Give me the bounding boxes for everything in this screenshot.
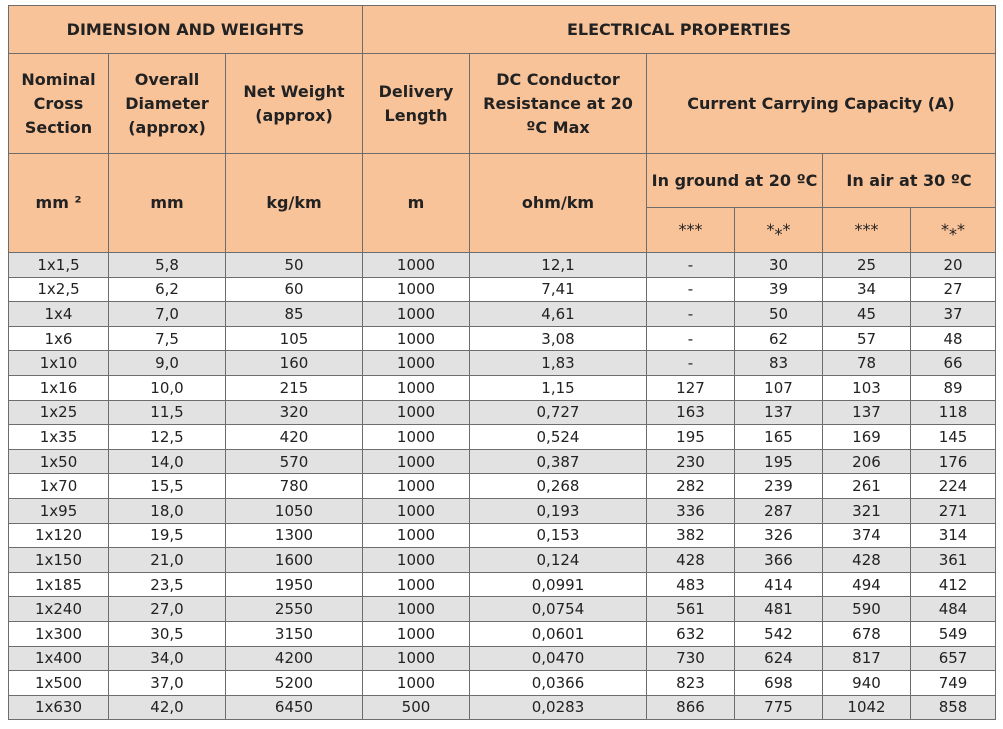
cell-cross-section: 1x25 [9,400,109,425]
cell-ground-capacity-b: 30 [735,253,823,278]
table-row [9,523,996,548]
cell-cross-section: 1x95 [9,498,109,523]
cell-air-capacity-a: 494 [823,572,911,597]
cell-ground-capacity-b: 414 [735,572,823,597]
cell-overall-diameter: 15,5 [109,474,226,499]
cell-cross-section: 1x70 [9,474,109,499]
cell-overall-diameter: 6,2 [109,277,226,302]
laying-mark-ground-trefoil: *** [647,208,735,253]
cell-air-capacity-b: 858 [911,695,996,720]
cell-cross-section: 1x1,5 [9,253,109,278]
cell-overall-diameter: 23,5 [109,572,226,597]
cell-air-capacity-b: 549 [911,621,996,646]
cell-delivery-length: 1000 [363,425,470,450]
cell-delivery-length: 1000 [363,326,470,351]
cell-net-weight: 420 [226,425,363,450]
cell-overall-diameter: 21,0 [109,548,226,573]
table-row [9,695,996,720]
cell-ground-capacity-b: 195 [735,449,823,474]
cell-net-weight: 60 [226,277,363,302]
laying-mark-air-flat: *⁎* [911,208,996,253]
cell-air-capacity-b: 118 [911,400,996,425]
cell-cross-section: 1x185 [9,572,109,597]
cell-net-weight: 215 [226,375,363,400]
cell-delivery-length: 1000 [363,351,470,376]
cell-ground-capacity-a: 382 [647,523,735,548]
cell-cross-section: 1x6 [9,326,109,351]
unit-header-resistance: ohm/km [470,154,647,253]
cell-air-capacity-b: 224 [911,474,996,499]
cell-cross-section: 1x150 [9,548,109,573]
cable-spec-table [8,5,996,720]
cell-net-weight: 1950 [226,572,363,597]
cell-delivery-length: 1000 [363,375,470,400]
cell-air-capacity-b: 20 [911,253,996,278]
cell-overall-diameter: 11,5 [109,400,226,425]
table-row [9,375,996,400]
cell-dc-resistance: 0,387 [470,449,647,474]
cell-air-capacity-b: 66 [911,351,996,376]
cell-cross-section: 1x500 [9,671,109,696]
cell-delivery-length: 1000 [363,646,470,671]
unit-header-section: mm ² [9,154,109,253]
cell-air-capacity-b: 314 [911,523,996,548]
cell-dc-resistance: 3,08 [470,326,647,351]
cell-delivery-length: 1000 [363,621,470,646]
cell-ground-capacity-a: 632 [647,621,735,646]
table-row [9,253,996,278]
cell-ground-capacity-b: 366 [735,548,823,573]
cell-cross-section: 1x50 [9,449,109,474]
unit-header-diameter: mm [109,154,226,253]
cell-net-weight: 2550 [226,597,363,622]
cell-air-capacity-b: 176 [911,449,996,474]
cell-dc-resistance: 0,524 [470,425,647,450]
cell-ground-capacity-a: 483 [647,572,735,597]
cell-cross-section: 1x4 [9,302,109,327]
cell-air-capacity-b: 48 [911,326,996,351]
table-header [9,6,996,253]
cell-cross-section: 1x630 [9,695,109,720]
cell-ground-capacity-a: - [647,351,735,376]
cell-delivery-length: 1000 [363,302,470,327]
cell-overall-diameter: 42,0 [109,695,226,720]
table-row [9,621,996,646]
cell-ground-capacity-a: 561 [647,597,735,622]
cell-dc-resistance: 0,0283 [470,695,647,720]
cell-dc-resistance: 0,268 [470,474,647,499]
table-row [9,351,996,376]
cell-delivery-length: 1000 [363,572,470,597]
cell-air-capacity-a: 103 [823,375,911,400]
cell-air-capacity-a: 137 [823,400,911,425]
cell-overall-diameter: 14,0 [109,449,226,474]
cell-dc-resistance: 0,0366 [470,671,647,696]
cell-overall-diameter: 7,5 [109,326,226,351]
cell-net-weight: 50 [226,253,363,278]
cell-net-weight: 5200 [226,671,363,696]
cell-dc-resistance: 0,0470 [470,646,647,671]
cell-dc-resistance: 1,83 [470,351,647,376]
laying-mark-air-trefoil: *** [823,208,911,253]
cell-air-capacity-a: 57 [823,326,911,351]
cell-cross-section: 1x300 [9,621,109,646]
table-row [9,400,996,425]
cell-ground-capacity-b: 624 [735,646,823,671]
cell-overall-diameter: 37,0 [109,671,226,696]
cell-ground-capacity-b: 698 [735,671,823,696]
cell-dc-resistance: 1,15 [470,375,647,400]
unit-header-length: m [363,154,470,253]
cell-air-capacity-b: 749 [911,671,996,696]
cell-ground-capacity-b: 107 [735,375,823,400]
cell-delivery-length: 500 [363,695,470,720]
cell-air-capacity-b: 145 [911,425,996,450]
cell-air-capacity-b: 27 [911,277,996,302]
cell-ground-capacity-a: 230 [647,449,735,474]
cell-ground-capacity-a: 730 [647,646,735,671]
cell-air-capacity-b: 271 [911,498,996,523]
cell-air-capacity-a: 321 [823,498,911,523]
cell-air-capacity-a: 78 [823,351,911,376]
table-row [9,425,996,450]
cell-air-capacity-a: 45 [823,302,911,327]
table-row [9,548,996,573]
cell-delivery-length: 1000 [363,498,470,523]
cell-air-capacity-a: 261 [823,474,911,499]
cell-delivery-length: 1000 [363,523,470,548]
cell-ground-capacity-a: - [647,302,735,327]
cell-air-capacity-a: 940 [823,671,911,696]
cell-overall-diameter: 10,0 [109,375,226,400]
cell-dc-resistance: 7,41 [470,277,647,302]
cell-dc-resistance: 0,0754 [470,597,647,622]
cell-cross-section: 1x2,5 [9,277,109,302]
cell-net-weight: 320 [226,400,363,425]
cell-air-capacity-a: 817 [823,646,911,671]
cell-ground-capacity-b: 50 [735,302,823,327]
cell-air-capacity-a: 25 [823,253,911,278]
cell-delivery-length: 1000 [363,277,470,302]
cell-ground-capacity-a: 282 [647,474,735,499]
cell-delivery-length: 1000 [363,400,470,425]
cell-ground-capacity-b: 137 [735,400,823,425]
subheader-in-ground: In ground at 20 ºC [647,154,823,208]
cell-cross-section: 1x10 [9,351,109,376]
column-header-overall-diameter: Overall Diameter (approx) [109,54,226,154]
group-header-electrical: ELECTRICAL PROPERTIES [363,6,996,54]
cell-air-capacity-a: 34 [823,277,911,302]
cell-air-capacity-a: 206 [823,449,911,474]
cell-air-capacity-a: 428 [823,548,911,573]
cell-ground-capacity-a: 127 [647,375,735,400]
cell-cross-section: 1x400 [9,646,109,671]
cell-ground-capacity-b: 165 [735,425,823,450]
table-row [9,671,996,696]
group-header-dimension: DIMENSION AND WEIGHTS [9,6,363,54]
cell-overall-diameter: 30,5 [109,621,226,646]
cell-overall-diameter: 27,0 [109,597,226,622]
cell-air-capacity-a: 374 [823,523,911,548]
cell-ground-capacity-a: 195 [647,425,735,450]
cell-ground-capacity-a: - [647,253,735,278]
cell-dc-resistance: 0,0991 [470,572,647,597]
cell-dc-resistance: 0,0601 [470,621,647,646]
table-row [9,474,996,499]
cell-ground-capacity-b: 775 [735,695,823,720]
cell-air-capacity-a: 169 [823,425,911,450]
table-row [9,498,996,523]
cell-ground-capacity-b: 542 [735,621,823,646]
cell-cross-section: 1x120 [9,523,109,548]
cell-ground-capacity-b: 287 [735,498,823,523]
column-header-net-weight: Net Weight (approx) [226,54,363,154]
cell-net-weight: 3150 [226,621,363,646]
cell-ground-capacity-a: 823 [647,671,735,696]
table-row [9,572,996,597]
cell-ground-capacity-b: 83 [735,351,823,376]
table-row [9,449,996,474]
unit-header-weight: kg/km [226,154,363,253]
laying-mark-ground-flat: *⁎* [735,208,823,253]
table-body [9,253,996,720]
cell-ground-capacity-b: 62 [735,326,823,351]
table-row [9,326,996,351]
cell-delivery-length: 1000 [363,548,470,573]
cell-cross-section: 1x16 [9,375,109,400]
cell-ground-capacity-a: 428 [647,548,735,573]
cell-air-capacity-a: 678 [823,621,911,646]
cell-dc-resistance: 0,727 [470,400,647,425]
column-header-dc-resistance: DC Conductor Resistance at 20 ºC Max [470,54,647,154]
cell-dc-resistance: 0,193 [470,498,647,523]
cell-net-weight: 1300 [226,523,363,548]
cell-delivery-length: 1000 [363,253,470,278]
table-row [9,646,996,671]
cell-net-weight: 570 [226,449,363,474]
cell-overall-diameter: 5,8 [109,253,226,278]
cell-air-capacity-a: 1042 [823,695,911,720]
cell-dc-resistance: 12,1 [470,253,647,278]
cell-ground-capacity-a: 163 [647,400,735,425]
column-header-nominal-cross-section: Nominal Cross Section [9,54,109,154]
cell-air-capacity-b: 89 [911,375,996,400]
cell-dc-resistance: 0,124 [470,548,647,573]
table-row [9,277,996,302]
column-header-current-capacity: Current Carrying Capacity (A) [647,54,996,154]
cell-air-capacity-b: 361 [911,548,996,573]
cell-ground-capacity-a: - [647,277,735,302]
cell-air-capacity-b: 657 [911,646,996,671]
subheader-in-air: In air at 30 ºC [823,154,996,208]
cell-overall-diameter: 18,0 [109,498,226,523]
cell-net-weight: 4200 [226,646,363,671]
cable-spec-table-container [8,5,995,720]
cell-ground-capacity-a: - [647,326,735,351]
cell-air-capacity-a: 590 [823,597,911,622]
cell-delivery-length: 1000 [363,671,470,696]
column-header-delivery-length: Delivery Length [363,54,470,154]
cell-ground-capacity-a: 336 [647,498,735,523]
cell-net-weight: 1600 [226,548,363,573]
table-row [9,302,996,327]
cell-net-weight: 160 [226,351,363,376]
cell-overall-diameter: 12,5 [109,425,226,450]
cell-ground-capacity-a: 866 [647,695,735,720]
cell-net-weight: 6450 [226,695,363,720]
cell-delivery-length: 1000 [363,597,470,622]
cell-ground-capacity-b: 326 [735,523,823,548]
cell-overall-diameter: 34,0 [109,646,226,671]
cell-net-weight: 780 [226,474,363,499]
cell-air-capacity-b: 484 [911,597,996,622]
cell-overall-diameter: 19,5 [109,523,226,548]
cell-overall-diameter: 7,0 [109,302,226,327]
cell-air-capacity-b: 412 [911,572,996,597]
cell-net-weight: 105 [226,326,363,351]
cell-cross-section: 1x35 [9,425,109,450]
cell-delivery-length: 1000 [363,474,470,499]
cell-ground-capacity-b: 39 [735,277,823,302]
cell-ground-capacity-b: 239 [735,474,823,499]
cell-ground-capacity-b: 481 [735,597,823,622]
cell-cross-section: 1x240 [9,597,109,622]
cell-overall-diameter: 9,0 [109,351,226,376]
table-row [9,597,996,622]
cell-air-capacity-b: 37 [911,302,996,327]
cell-net-weight: 85 [226,302,363,327]
cell-net-weight: 1050 [226,498,363,523]
cell-delivery-length: 1000 [363,449,470,474]
cell-dc-resistance: 4,61 [470,302,647,327]
cell-dc-resistance: 0,153 [470,523,647,548]
